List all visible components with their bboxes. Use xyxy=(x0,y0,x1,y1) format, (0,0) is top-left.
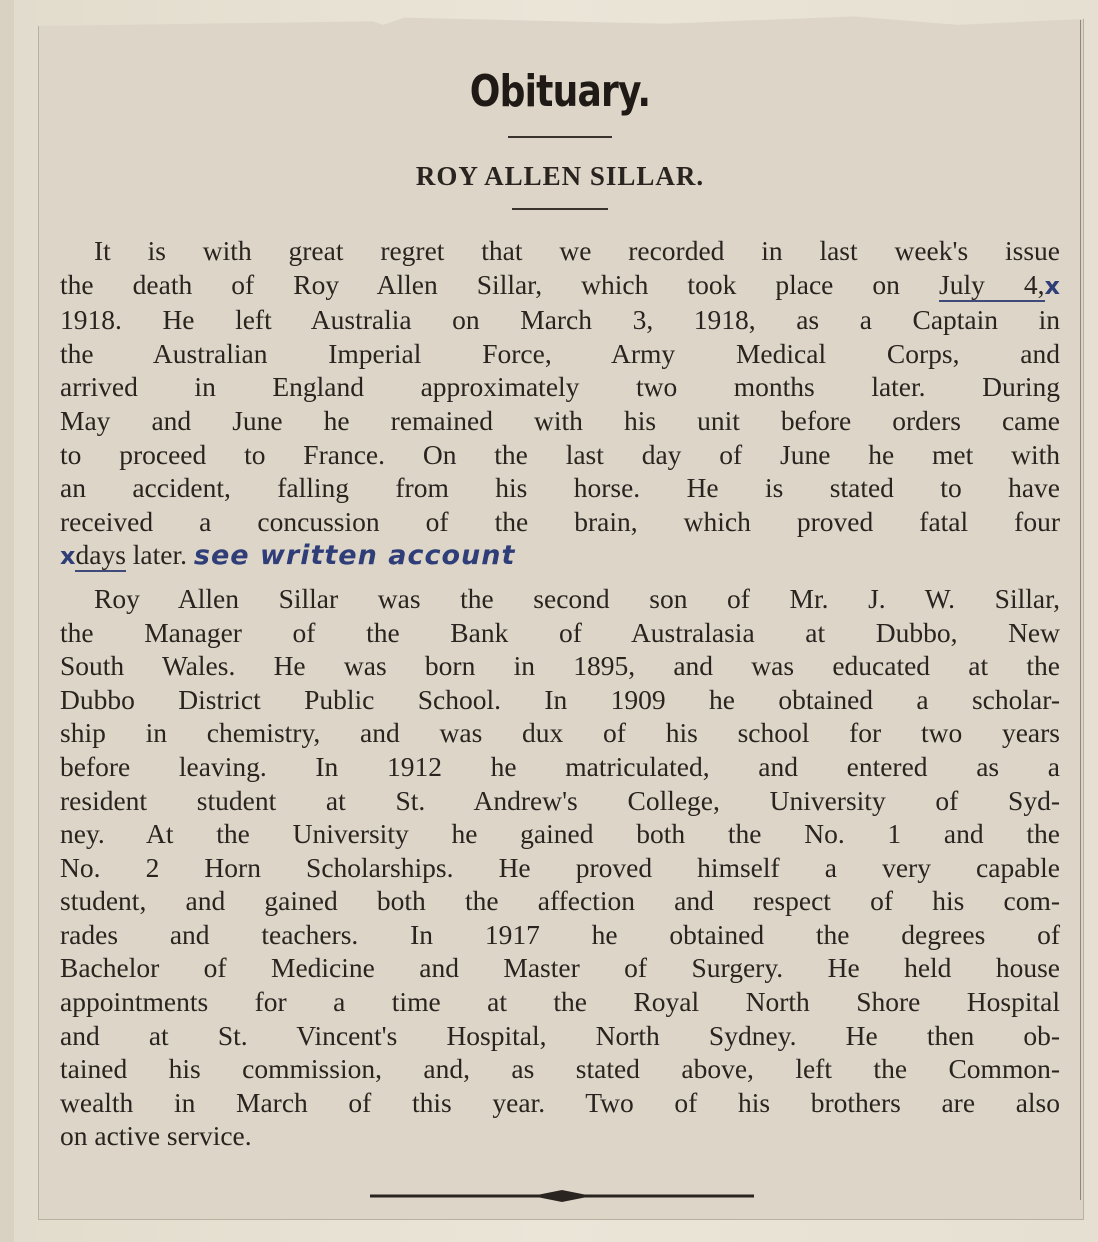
subhead-rule xyxy=(512,208,608,210)
para1-line-6: May and June he remained with his unit before orders came xyxy=(60,404,1060,436)
para1-line-9: received a concussion of the brain, which proved fatal four xyxy=(60,505,1060,537)
para1-line-10-text: later. xyxy=(125,539,187,571)
article-subhead: ROY ALLEN SILLAR. xyxy=(415,161,705,191)
scrapbook-fold xyxy=(0,0,14,1242)
paragraph-1 xyxy=(60,234,1060,574)
para2-line-14: and at St. Vincent's Hospital, North Sydney. He then ob- xyxy=(60,1019,1060,1051)
para1-line-10 xyxy=(60,538,1060,574)
para2-line-3: South Wales. He was born in 1895, and was educated at the xyxy=(60,650,1060,682)
para1-line-5: arrived in England approximately two months later. During xyxy=(60,371,1060,403)
underlined-date: July 4, xyxy=(939,268,1045,300)
footer-ornament xyxy=(370,1188,754,1204)
para2-line-9: No. 2 Horn Scholarships. He proved himself a very capable xyxy=(60,851,1060,883)
para1-line-8: an accident, falling from his horse. He is stated to have xyxy=(60,472,1060,504)
masthead-title: Obituary. xyxy=(469,66,651,117)
para2-line-11: rades and teachers. In 1917 he obtained the degrees of xyxy=(60,918,1060,950)
para1-line-4: the Australian Imperial Force, Army Medical Corps, and xyxy=(60,337,1060,369)
margin-mark: x xyxy=(60,542,76,571)
title-rule xyxy=(508,136,612,138)
underlined-days: days xyxy=(75,539,126,571)
para2-line-4: Dubbo District Public School. In 1909 he obtained a scholar- xyxy=(60,683,1060,715)
para2-line-1: Roy Allen Sillar was the second son of Mr. J. W. Sillar, xyxy=(94,582,1060,614)
para2-line-17: on active service. xyxy=(60,1120,252,1152)
para2-line-13: appointments for a time at the Royal North Shore Hospital xyxy=(60,986,1060,1018)
para2-line-5: ship in chemistry, and was dux of his school for two years xyxy=(60,717,1060,749)
paragraph-2 xyxy=(60,582,1060,1153)
para2-line-10: student, and gained both the affection and respect of his com- xyxy=(60,885,1060,917)
para1-line-2 xyxy=(60,268,1060,304)
para2-line-8: ney. At the University he gained both the No. 1 and the xyxy=(60,818,1060,850)
para1-line-2-text: the death of Roy Allen Sillar, which took place on xyxy=(60,268,900,300)
para1-line-7: to proceed to France. On the last day of June he met with xyxy=(60,438,1060,470)
para2-line-16: wealth in March of this year. Two of his brothers are also xyxy=(60,1086,1060,1118)
para2-line-15: tained his commission, and, as stated above, left the Common- xyxy=(60,1053,1060,1085)
para2-line-6: before leaving. In 1912 he matriculated, and entered as a xyxy=(60,750,1060,782)
date-mark: x xyxy=(1044,271,1061,300)
para1-line-3: 1918. He left Australia on March 3, 1918, as a Captain in xyxy=(60,304,1060,336)
para2-line-7: resident student at St. Andrew's College, University of Syd- xyxy=(60,784,1060,816)
article xyxy=(60,60,1060,1153)
handwritten-note: see written account xyxy=(193,540,516,572)
para2-line-2: the Manager of the Bank of Australasia at Dubbo, New xyxy=(60,616,1060,648)
para2-line-12: Bachelor of Medicine and Master of Surgery. He held house xyxy=(60,952,1060,984)
para1-line-1: It is with great regret that we recorded in last week's issue xyxy=(94,235,1060,266)
clipping-edge xyxy=(1080,20,1081,1200)
